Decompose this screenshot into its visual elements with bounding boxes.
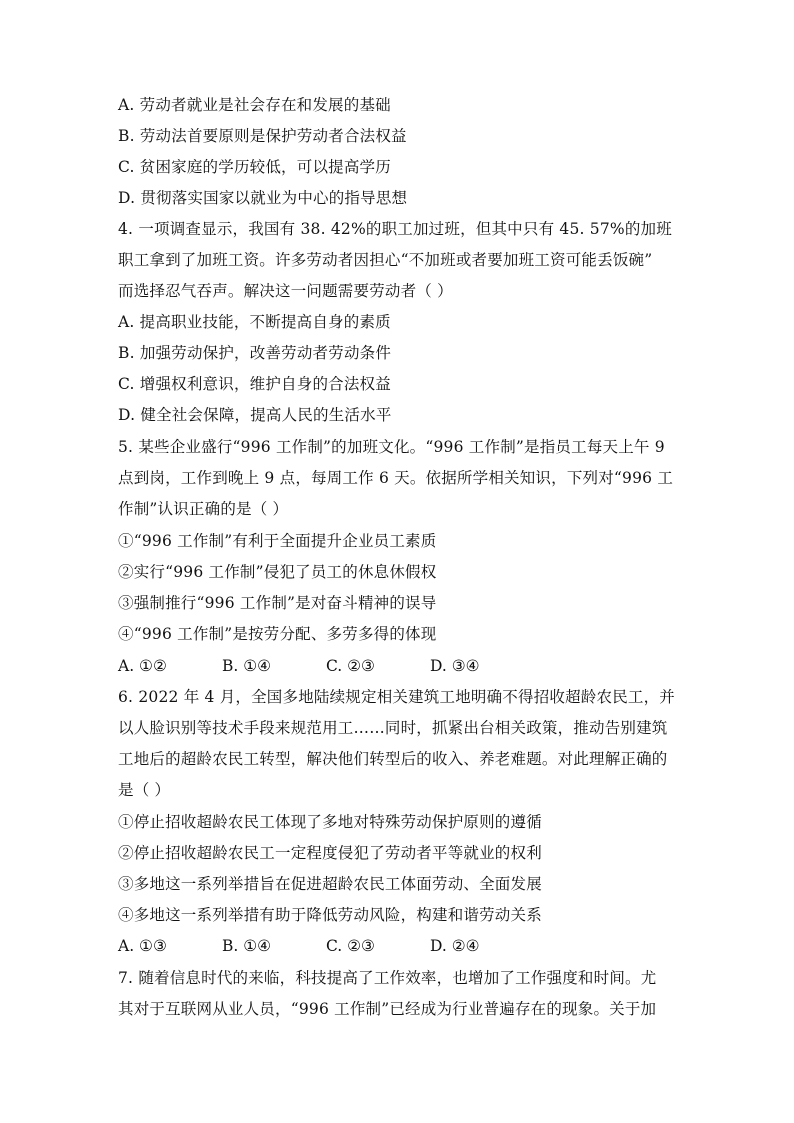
q4-option-b: B. 加强劳动保护，改善劳动者劳动条件 xyxy=(118,344,392,362)
q4-stem-line-1: 4. 一项调查显示，我国有 38. 42%的职工加过班，但其中只有 45. 57%的加班 xyxy=(118,220,672,238)
q6-statement-4: ④多地这一系列举措有助于降低劳动风险，构建和谐劳动关系 xyxy=(118,906,542,924)
q3-option-a: A. 劳动者就业是社会存在和发展的基础 xyxy=(118,96,391,114)
q7-stem-line-2: 其对于互联网从业人员，“996 工作制”已经成为行业普遍存在的现象。关于加 xyxy=(118,1000,657,1018)
q5-stem-line-2: 点到岗，工作到晚上 9 点，每周工作 6 天。依据所学相关知识，下列对“996 工 xyxy=(118,469,674,487)
q5-stem-line-3: 作制”认识正确的是（ ） xyxy=(118,500,289,518)
q3-option-b: B. 劳动法首要原则是保护劳动者合法权益 xyxy=(118,127,407,145)
q5-options-row xyxy=(118,656,480,676)
q3-option-c: C. 贫困家庭的学历较低，可以提高学历 xyxy=(118,158,391,176)
q4-stem-line-2: 职工拿到了加班工资。许多劳动者因担心“不加班或者要加班工资可能丢饭碗” xyxy=(118,251,653,269)
q5-statement-1: ①“996 工作制”有利于全面提升企业员工素质 xyxy=(118,532,437,550)
q5-option-d: D. ③④ xyxy=(430,657,480,675)
q5-statement-3: ③强制推行“996 工作制”是对奋斗精神的误导 xyxy=(118,594,437,612)
q6-option-b: B. ①④ xyxy=(222,937,272,955)
q5-option-c: C. ②③ xyxy=(326,657,375,675)
q7-stem-line-1: 7. 随着信息时代的来临，科技提高了工作效率，也增加了工作强度和时间。尤 xyxy=(118,969,657,987)
q6-options-row xyxy=(118,936,480,956)
q4-option-c: C. 增强权利意识，维护自身的合法权益 xyxy=(118,375,391,393)
q6-statement-3: ③多地这一系列举措旨在促进超龄农民工体面劳动、全面发展 xyxy=(118,875,542,893)
q4-stem-line-3: 而选择忍气吞声。解决这一问题需要劳动者（ ） xyxy=(118,282,453,300)
q5-option-a: A. ①② xyxy=(118,657,167,675)
q3-option-d: D. 贯彻落实国家以就业为中心的指导思想 xyxy=(118,189,408,207)
q6-stem-line-3: 工地后的超龄农民工转型，解决他们转型后的收入、养老难题。对此理解正确的 xyxy=(118,750,668,768)
q6-statement-1: ①停止招收超龄农民工体现了多地对特殊劳动保护原则的遵循 xyxy=(118,813,542,831)
q4-option-d: D. 健全社会保障，提高人民的生活水平 xyxy=(118,406,392,424)
q6-stem-line-2: 以人脸识别等技术手段来规范用工……同时，抓紧出台相关政策，推动告别建筑 xyxy=(118,719,668,737)
q5-option-b: B. ①④ xyxy=(222,657,272,675)
q6-stem-line-1: 6. 2022 年 4 月，全国多地陆续规定相关建筑工地明确不得招收超龄农民工，并 xyxy=(118,688,676,706)
q4-option-a: A. 提高职业技能，不断提高自身的素质 xyxy=(118,313,391,331)
q6-stem-line-4: 是（ ） xyxy=(118,781,171,799)
q6-statement-2: ②停止招收超龄农民工一定程度侵犯了劳动者平等就业的权利 xyxy=(118,844,542,862)
q5-statement-4: ④“996 工作制”是按劳分配、多劳多得的体现 xyxy=(118,625,437,643)
q5-statement-2: ②实行“996 工作制”侵犯了员工的休息休假权 xyxy=(118,563,437,581)
q6-option-d: D. ②④ xyxy=(430,937,480,955)
q6-option-a: A. ①③ xyxy=(118,937,167,955)
q6-option-c: C. ②③ xyxy=(326,937,375,955)
q5-stem-line-1: 5. 某些企业盛行“996 工作制”的加班文化。“996 工作制”是指员工每天上午 9 xyxy=(118,438,665,456)
